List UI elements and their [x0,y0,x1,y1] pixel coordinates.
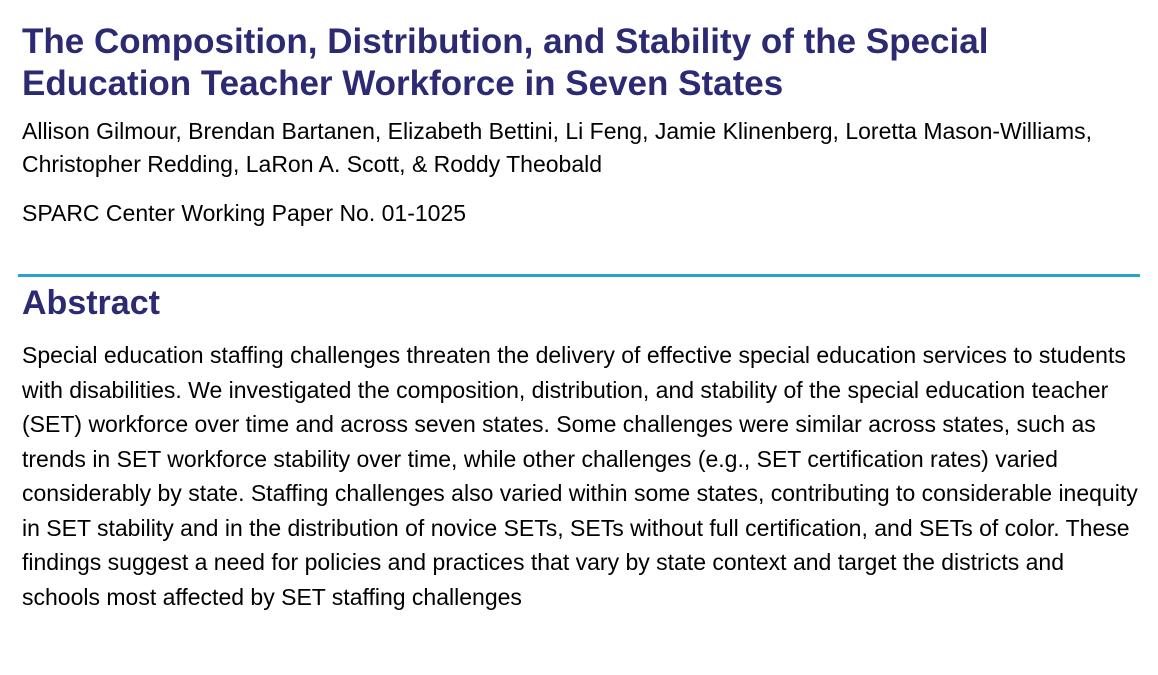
paper-title: The Composition, Distribution, and Stability of the Special Education Teacher Workforce in Seven States [22,22,989,103]
abstract-body: Special education staffing challenges threaten the delivery of effective special education services to students with disabilities. We investigated the composition, distribution, and stability of the special education teacher (SET) workforce over time and across seven states. Some challenges were similar across states, such as trends in SET workforce stability over time, while other challenges (e.g., SET certification rates) varied considerably by state. Staffing challenges also varied within some states, contributing to considerable inequity in SET stability and in the distribution of novice SETs, SETs without full certification, and SETs of color. These findings suggest a need for policies and practices that vary by state context and target the districts and schools most affected by SET staffing challenges [22,342,1138,610]
section-divider [18,274,1140,277]
abstract-heading: Abstract [22,284,160,322]
working-paper-number: SPARC Center Working Paper No. 01-1025 [22,200,467,226]
author-list: Allison Gilmour, Brendan Bartanen, Elizabeth Bettini, Li Feng, Jamie Klinenberg, Loretta Mason-Williams, Christopher Redding, LaRon A. Scott, & Roddy Theobald [22,118,1093,177]
